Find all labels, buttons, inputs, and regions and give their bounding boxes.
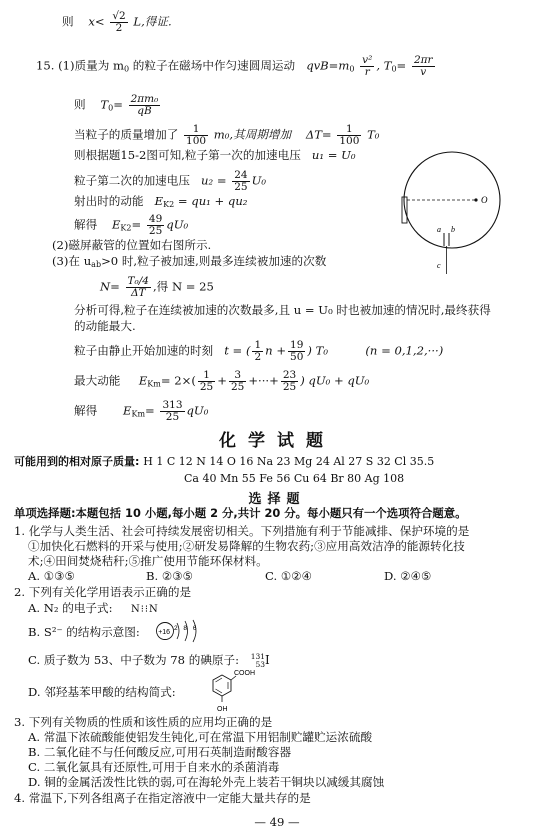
nucleus-charge: +16 (158, 629, 171, 636)
chemistry-title: 化学试题 (219, 431, 335, 451)
fraction (337, 124, 361, 147)
subscript: 0 (391, 64, 397, 74)
equation-b: , T (376, 58, 392, 73)
max-text: 最大动能 (74, 373, 121, 388)
ekm-var: E (138, 373, 148, 388)
frac-den: v (420, 66, 427, 78)
frac-num: 23 (282, 369, 297, 381)
ekm-var: E (123, 403, 132, 418)
time-line (74, 340, 443, 363)
frac-num: √2 (112, 10, 126, 22)
iodine-symbol: I (265, 653, 270, 667)
frac-den: 25 (165, 411, 180, 423)
equation: qvB=m (306, 58, 350, 73)
fig-ref-text: 则根据题15-2图可知,粒子第一次的加速电压 (74, 148, 301, 162)
solve-line (74, 214, 188, 237)
u0-var: U₀ (251, 173, 267, 188)
frac-den: 50 (290, 351, 304, 363)
page-number: — 49 — (254, 815, 300, 829)
q1-option-d[interactable]: D. ②④⑤ (384, 569, 432, 583)
magnetic-field-figure (392, 150, 520, 275)
frac-den: 2 (254, 351, 262, 363)
fraction (229, 370, 246, 393)
q15-text-b: 的粒子在磁场中作匀速圆周运动 (129, 58, 296, 73)
frac-num: 24 (234, 169, 248, 181)
fig-ref-line (74, 148, 356, 162)
frac-num: 2πm₀ (130, 93, 159, 105)
ek-expr: = qu₁ + qu₂ (177, 194, 248, 208)
fraction (147, 214, 164, 237)
q4-stem: 4. 常温下,下列各组离子在指定溶液中一定能大量共存的是 (14, 791, 311, 805)
q2-option-d[interactable] (28, 685, 176, 699)
equals: = (145, 403, 155, 418)
q3-option-c[interactable]: C. 二氧化氯具有还原性,可用于自来水的杀菌消毒 (28, 760, 280, 774)
fraction (129, 94, 161, 117)
part3-line (52, 254, 326, 272)
q1-option-a[interactable]: A. ①③⑤ (28, 569, 75, 583)
frac-num: 3 (229, 370, 246, 382)
time-expr-b: n + (265, 343, 287, 358)
part3-text: (3)在 u (52, 254, 92, 268)
equals: = (396, 58, 407, 73)
equals: = (113, 97, 123, 112)
mass-text-b: m₀,其周期增加 (213, 127, 292, 142)
frac-den: 100 (339, 135, 360, 147)
t0-var: T (100, 97, 109, 112)
subscript: ab (91, 260, 102, 269)
cooh-label: COOH (234, 670, 255, 677)
frac-num: 1 (337, 124, 361, 136)
q2-b-text: B. S²⁻ 的结构示意图: (28, 625, 140, 639)
q2-option-b[interactable] (28, 625, 140, 639)
q1-option-b[interactable]: B. ②③⑤ (146, 569, 194, 583)
time-expr-c: ) T₀ (307, 343, 329, 358)
atomic-masses-line-2: Ca 40 Mn 55 Fe 56 Cu 64 Br 80 Ag 108 (184, 472, 405, 485)
n-var: N= (100, 279, 120, 294)
qu0-var: qU₀ (166, 217, 189, 232)
frac-den: 25 (234, 181, 248, 193)
part2-line: (2)磁屏蔽管的位置如右图所示. (52, 238, 212, 252)
subscript: Km (147, 379, 161, 389)
frac-den: 2 (115, 22, 123, 34)
q2-stem: 2. 下列有关化学用语表示正确的是 (14, 585, 192, 599)
q2-a-text: A. N₂ 的电子式: (28, 601, 113, 615)
t0-line (74, 94, 162, 117)
frac-num: 1 (198, 370, 215, 382)
section-title: 选择题 (248, 492, 306, 507)
label-a: a (437, 225, 441, 234)
fraction (126, 276, 151, 299)
frac-num: v² (362, 54, 373, 66)
salicylic-acid-structure (200, 667, 270, 713)
subscript: 0 (108, 103, 114, 113)
frac-num: 1 (254, 339, 262, 351)
subscript: 0 (124, 64, 130, 74)
frac-num: T₀/4 (127, 275, 149, 287)
fraction (184, 124, 208, 147)
frac-num: 313 (162, 399, 183, 411)
max-ek-line: 最大动能 $E_{Km}= 2\times$( $\frac{1}{25}$ + $\frac{3}{25}$ +···+ $\frac{23}{25}$ ) qU₀ + qU₀ (74, 369, 370, 393)
q3-option-b[interactable]: B. 二氧化硅不与任何酸反应,可用石英制造耐酸容器 (28, 745, 292, 759)
frac-den: 25 (199, 381, 214, 393)
analysis-line-1: 分析可得,粒子在连续被加速的次数最多,且 u = U₀ 时也被加速的情况时,最终获得 (74, 303, 491, 317)
conclusion-line (62, 11, 172, 34)
sqrt2-over-2 (110, 11, 127, 34)
fraction (232, 170, 249, 193)
conclusion-expr: x< (88, 14, 105, 29)
time-text: 粒子由静止开始加速的时刻 (74, 343, 214, 358)
ek-var: E (154, 194, 164, 208)
fraction (160, 400, 184, 423)
result-word: 解得 (74, 403, 98, 418)
center-point (474, 198, 477, 201)
max-expr: = 2×( (160, 373, 196, 388)
analysis-line-2: 的动能最大. (74, 319, 136, 333)
q1-line-3: 术;④田间焚烧秸秆;⑤推广使用节能环保材料。 (28, 554, 268, 568)
fraction (360, 55, 374, 78)
delta-t: ΔT= (305, 127, 332, 142)
result-line (74, 400, 208, 423)
ek-line (74, 194, 247, 212)
mass-number: 131 (250, 652, 266, 661)
frac-num: 19 (290, 339, 304, 351)
subscript: Km (131, 409, 146, 419)
atomic-number: 53 (255, 660, 266, 669)
fraction (288, 340, 305, 363)
frac-den: 25 (148, 225, 163, 237)
q15-text: (1)质量为 m (58, 58, 125, 73)
ek-text: 射出时的动能 (74, 194, 144, 208)
frac-den: ΔT (130, 287, 146, 299)
q2-d-text: D. 邻羟基苯甲酸的结构简式: (28, 685, 176, 699)
frac-den: 100 (186, 135, 207, 147)
label-c: c (437, 261, 441, 270)
fraction (281, 370, 298, 393)
q1-option-c[interactable]: C. ①②④ (265, 569, 313, 583)
u1-expr: u₁ = U₀ (311, 148, 356, 162)
t0-word: 则 (74, 97, 86, 112)
solve-word: 解得 (74, 217, 98, 232)
frac-den: 25 (282, 381, 297, 393)
q2-c-text: C. 质子数为 53、中子数为 78 的碘原子: (28, 653, 240, 667)
mass-text: 当粒子的质量增加了 (74, 127, 179, 142)
fraction (252, 340, 263, 363)
fraction (198, 370, 215, 393)
fraction (412, 55, 435, 78)
q15-part1 (36, 55, 437, 78)
part3-text-b: >0 时,粒子被加速,则最多连续被加速的次数 (101, 254, 327, 268)
sulfide-structure-diagram (153, 619, 213, 643)
frac-num: 2πr (413, 54, 433, 66)
conclusion-word: 则 (62, 14, 74, 29)
u2-line (74, 170, 266, 193)
n-result: ,得 N = 25 (152, 279, 214, 294)
frac-num: 49 (148, 213, 163, 225)
label-b: b (451, 225, 455, 234)
subscript: K2 (120, 223, 132, 233)
ellipsis: +···+ (248, 373, 279, 388)
oh-label: OH (217, 706, 228, 713)
frac-den: 25 (230, 381, 245, 393)
atomic-masses-line-1 (14, 455, 434, 469)
q3-option-a[interactable]: A. 常温下浓硫酸能使铝发生钝化,可在常温下用铝制贮罐贮运浓硫酸 (28, 730, 373, 744)
section-intro: 单项选择题:本题包括 10 小题,每小题 2 分,共计 20 分。每小题只有一个选项符合题意。 (14, 506, 467, 520)
frac-den: r (364, 66, 370, 78)
qu0-var: qU₀ (186, 403, 209, 418)
conclusion-tail: L,得证. (133, 14, 172, 29)
time-range: (n = 0,1,2,···) (365, 343, 444, 358)
equals: = (131, 217, 142, 232)
masses-label: 可能用到的相对原子质量: (14, 455, 140, 468)
ek-var: E (111, 217, 121, 232)
subscript: 0 (349, 64, 355, 74)
frac-num: 1 (184, 124, 208, 136)
q2-option-a[interactable] (28, 601, 159, 617)
q1-line-1: 1. 化学与人类生活、社会可持续发展密切相关。下列措施有利于节能减排、保护环境的是 (14, 524, 470, 538)
t0-var: T₀ (367, 127, 380, 142)
frac-den: qB (137, 105, 152, 117)
n-line (100, 276, 214, 299)
shell-electrons: 2 8 6 (174, 625, 199, 632)
q3-option-d[interactable]: D. 铜的金属活泼性比铁的弱,可在海轮外壳上装若干铜块以减缓其腐蚀 (28, 775, 385, 789)
time-expr: t = ( (224, 343, 251, 358)
u2-var: u₂ = (201, 173, 227, 188)
u2-text: 粒子第二次的加速电压 (74, 173, 190, 188)
masses-values-1: H 1 C 12 N 14 O 16 Na 23 Mg 24 Al 27 S 32 Cl 35.5 (143, 455, 435, 468)
question-number: 15. (36, 58, 55, 73)
q1-line-2: ①加快化石燃料的开采与使用;②研发易降解的生物农药;③应用高效洁净的能源转化技 (28, 539, 465, 553)
q3-stem: 3. 下列有关物质的性质和该性质的应用均正确的是 (14, 715, 273, 729)
n2-electron-formula: N⁝⁝N (130, 604, 159, 615)
max-expr-b: ) qU₀ + qU₀ (300, 373, 370, 388)
label-o: O (481, 195, 488, 205)
mass-increase-line (74, 124, 379, 147)
subscript: K2 (163, 200, 175, 209)
